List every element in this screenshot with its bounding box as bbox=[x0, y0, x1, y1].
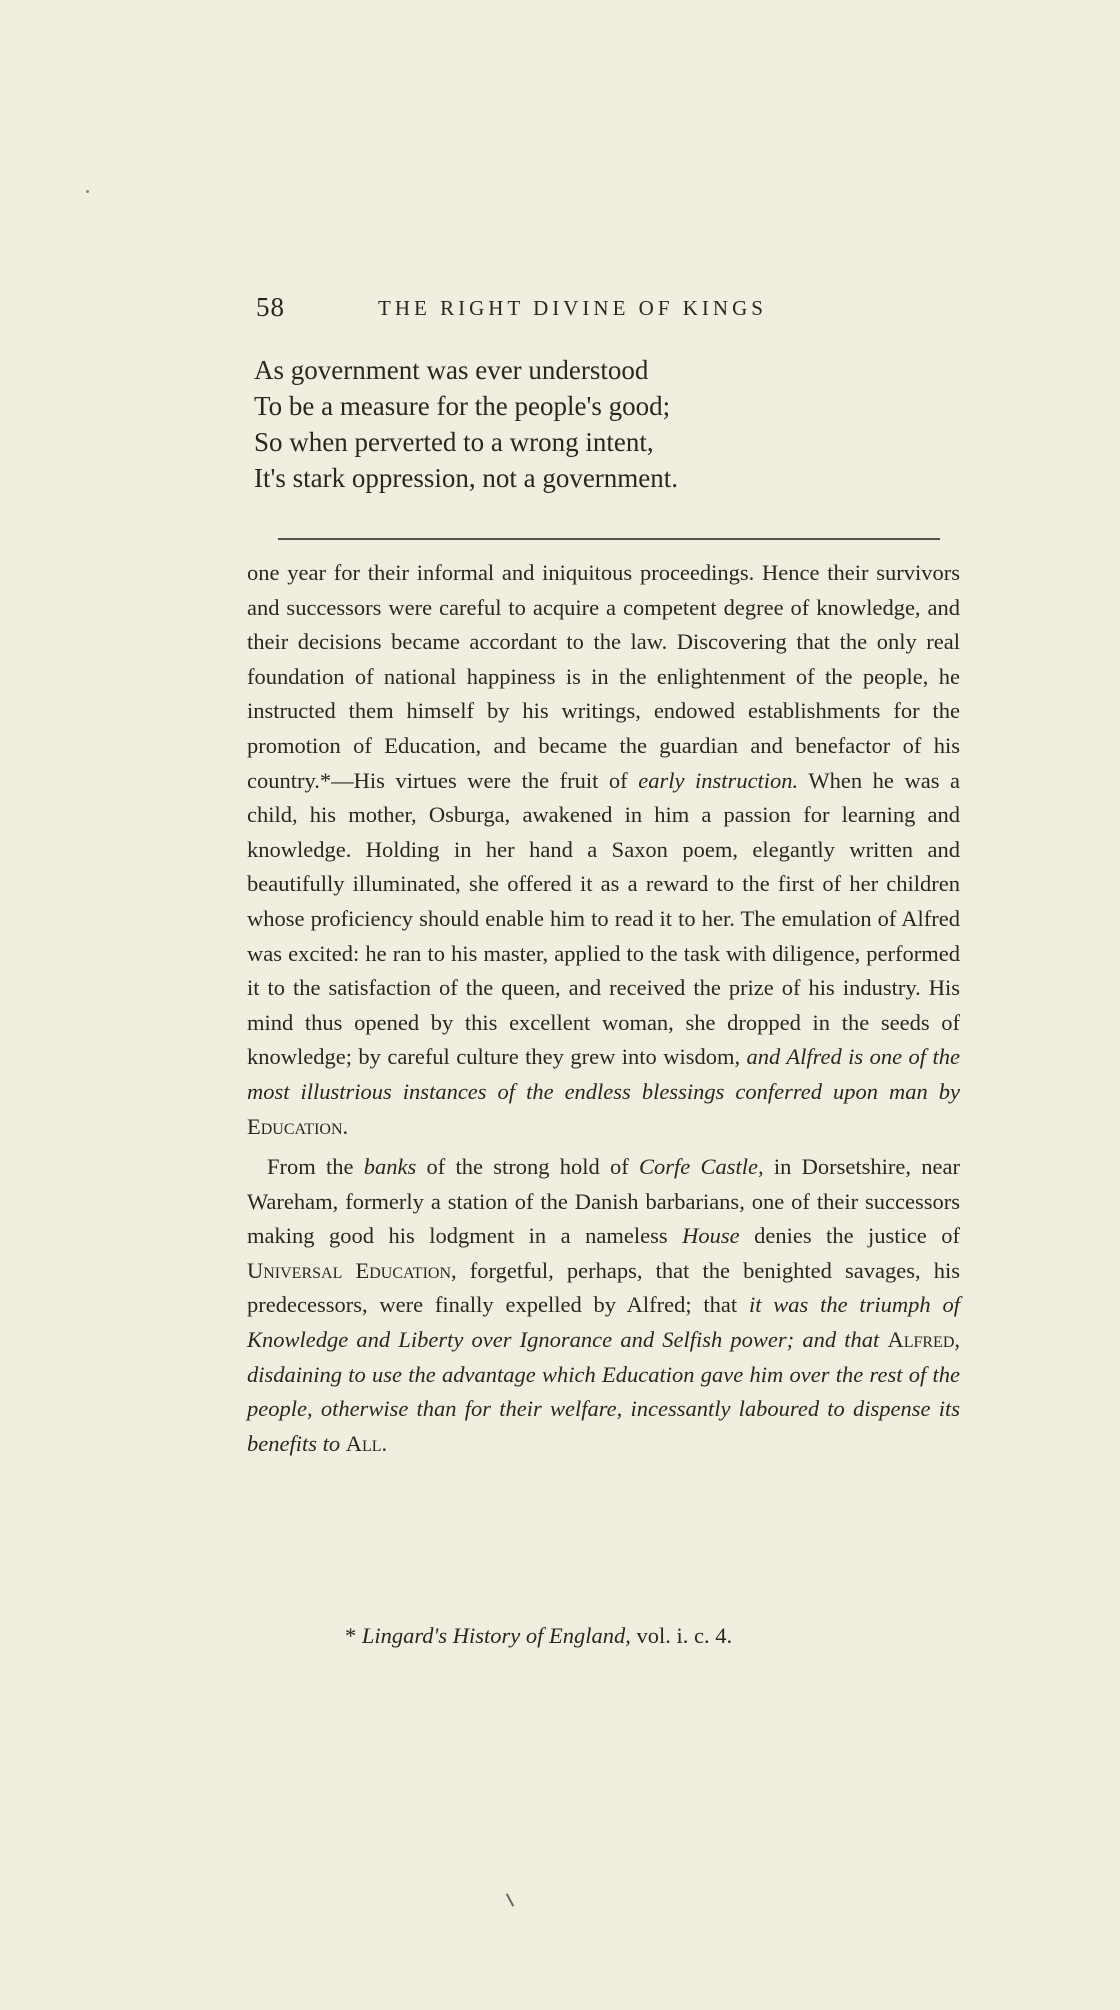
verse-line: So when perverted to a wrong intent, bbox=[254, 427, 654, 457]
page-header bbox=[256, 292, 956, 326]
verse-line: It's stark oppression, not a government. bbox=[254, 463, 679, 493]
text-run: When he was a child, his mother, Osburga, awakened in him a passion for learning and knowledge. Holding in her hand a Saxon poem, elegantly written and beautifully illuminated, she offered it as a reward to the first of her children whose proficiency should enable him to read it to her. The emulation of Alfred was excited: he ran to his master, applied to the task with diligence, performed it to the satisfaction of the queen, and received the prize of his industry. His mind thus opened by this excellent woman, she dropped in the seeds of knowledge; by careful culture they grew into wisdom, bbox=[247, 767, 961, 1070]
note-paragraph-1 bbox=[247, 556, 960, 1144]
italic-run: and Alfred is one of the most illustrious instances of the endless blessings conferred upon man by bbox=[247, 1044, 960, 1104]
small-caps-run: Education bbox=[247, 1113, 343, 1139]
footnote bbox=[345, 1623, 732, 1649]
running-title: THE RIGHT DIVINE OF KINGS bbox=[378, 296, 767, 320]
text-run: one year for their informal and iniquitous proceedings. Hence their survivors and successors were careful to acquire a competent degree of knowledge, and their decisions became accordant to the law. Discovering that the only real foundation of national happiness is in the enlightenment of the people, he instructed them himself by his writings, endowed establishments for the promotion of Education, and became the guardian and benefactor of his country.*—His virtues were the fruit of bbox=[247, 560, 960, 793]
italic-run: , disdaining to use the advantage which Education gave him over the rest of the people, otherwise than for their welfare, incessantly laboured to dispense its benefits to bbox=[247, 1327, 961, 1456]
small-caps-run: All bbox=[345, 1430, 382, 1456]
italic-run: early instruction. bbox=[638, 767, 799, 793]
text-run: , forgetful, perhaps, that the benighted savages, his predecessors, were finally expelled by Alfred; that bbox=[247, 1257, 960, 1318]
text-run: of the strong hold of bbox=[416, 1154, 640, 1180]
footnote-reference: vol. i. c. 4. bbox=[630, 1623, 733, 1648]
note-text bbox=[247, 556, 960, 1461]
verse-line: To be a measure for the people's good; bbox=[254, 391, 671, 421]
small-caps-run: Universal Education bbox=[247, 1257, 452, 1283]
footnote-marker: * bbox=[345, 1623, 362, 1648]
note-paragraph-2 bbox=[247, 1150, 960, 1461]
small-caps-run: Alfred bbox=[887, 1327, 955, 1353]
page-speck bbox=[86, 190, 89, 193]
verse-line: As government was ever understood bbox=[254, 355, 649, 385]
footnote-source-title: Lingard's History of England, bbox=[361, 1623, 631, 1648]
text-run: . bbox=[342, 1113, 349, 1139]
italic-run: banks bbox=[363, 1154, 417, 1180]
page-mark bbox=[506, 1893, 514, 1906]
italic-run: it was the triumph of Knowledge and Liberty over Ignorance and Selfish power; and that bbox=[247, 1292, 960, 1353]
text-run: in Dorsetshire, near Wareham, formerly a station of the Danish barbarians, one of their successors making good his lodgment in a nameless bbox=[247, 1154, 960, 1249]
text-run: . bbox=[381, 1430, 388, 1456]
italic-run: House bbox=[682, 1223, 740, 1249]
verse-quotation bbox=[254, 352, 854, 496]
page-number: 58 bbox=[256, 292, 285, 322]
text-run: denies the justice of bbox=[739, 1223, 960, 1249]
section-divider bbox=[278, 538, 940, 540]
italic-run: Corfe Castle, bbox=[639, 1154, 764, 1180]
text-run: From the bbox=[267, 1154, 364, 1180]
